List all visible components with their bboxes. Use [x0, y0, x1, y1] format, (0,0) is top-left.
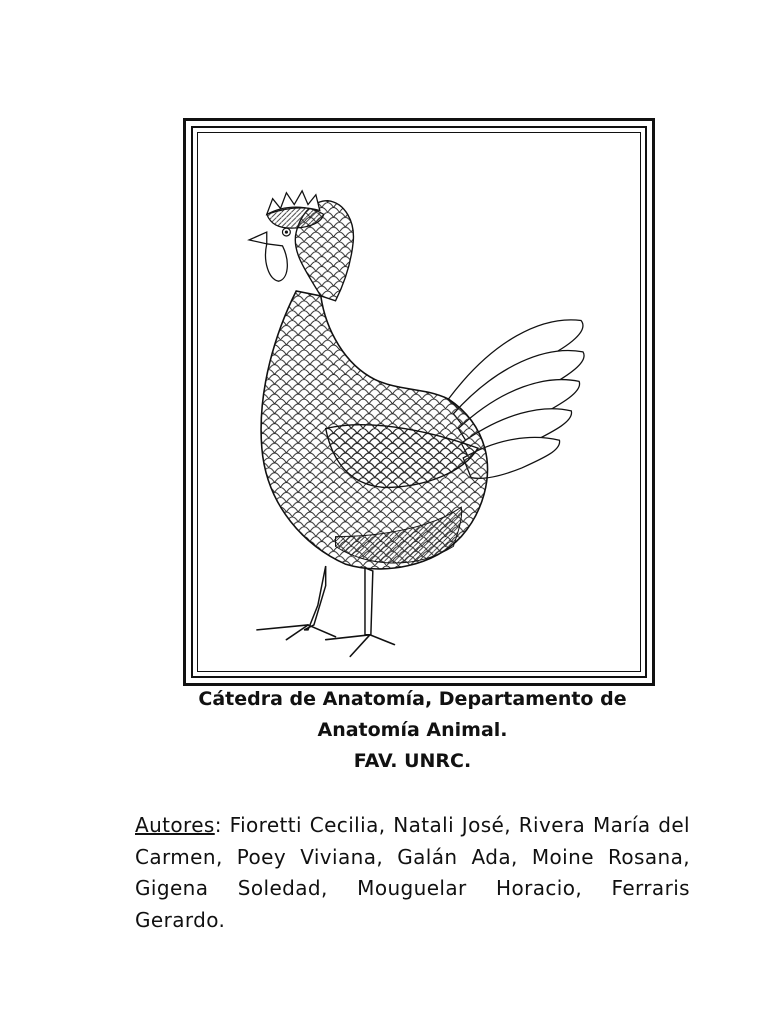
- illustration-frame-innermost: [197, 132, 641, 672]
- caption: [150, 684, 675, 777]
- authors-label: Autores: [135, 813, 215, 837]
- illustration-frame-inner: [191, 126, 647, 678]
- authors-separator: :: [214, 813, 222, 837]
- authors-names: Fioretti Cecilia, Natali José, Rivera María del Carmen, Poey Viviana, Galán Ada, Moine Rosana, Gigena Soledad, Mouguelar Horacio, Ferraris Gerardo.: [135, 813, 690, 932]
- illustration-frame: [183, 118, 655, 686]
- hen-icon: [198, 133, 640, 671]
- caption-line-1: Cátedra de Anatomía, Departamento de: [198, 688, 627, 710]
- caption-line-3: FAV. UNRC.: [353, 750, 472, 772]
- authors-paragraph: [135, 810, 690, 936]
- caption-line-2: Anatomía Animal.: [317, 719, 508, 741]
